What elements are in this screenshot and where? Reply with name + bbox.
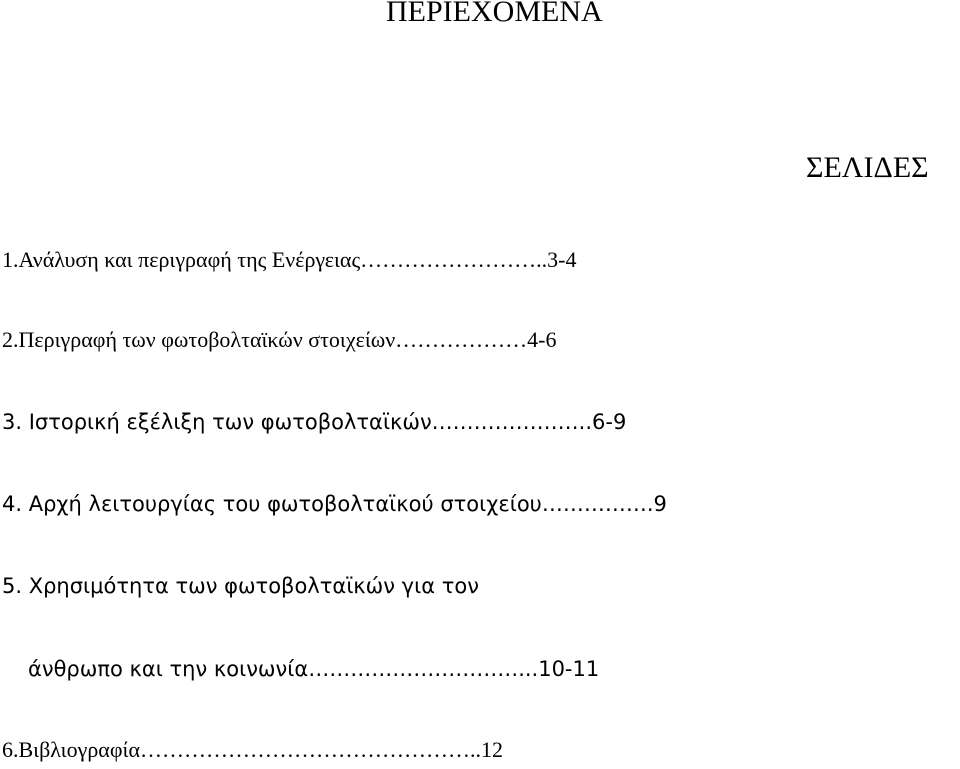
- toc-entry-2: 2.Περιγραφή των φωτοβολταϊκών στοιχείων………………4-6: [2, 327, 557, 352]
- toc-entry-5: 5. Χρησιμότητα των φωτοβολταϊκών για τον: [2, 574, 479, 598]
- toc-entry-1: 1.Ανάλυση και περιγραφή της Ενέργειας……………………..3-4: [2, 247, 577, 272]
- toc-entry-6: 6.Βιβλιογραφία………………………………………..12: [2, 737, 503, 762]
- toc-entry-3: 3. Ιστορική εξέλιξη των φωτοβολταϊκών…………………..6-9: [2, 410, 627, 434]
- pages-column-header: ΣΕΛΙΔΕΣ: [806, 151, 929, 184]
- toc-entry-5-continued: άνθρωπο και την κοινωνία…………………………...10-11: [28, 657, 600, 681]
- toc-entry-4: 4. Αρχή λειτουργίας του φωτοβολταϊκού στοιχείου…………….9: [2, 492, 667, 516]
- page-title: ΠΕΡΙΕΧΟΜΕΝΑ: [386, 0, 603, 28]
